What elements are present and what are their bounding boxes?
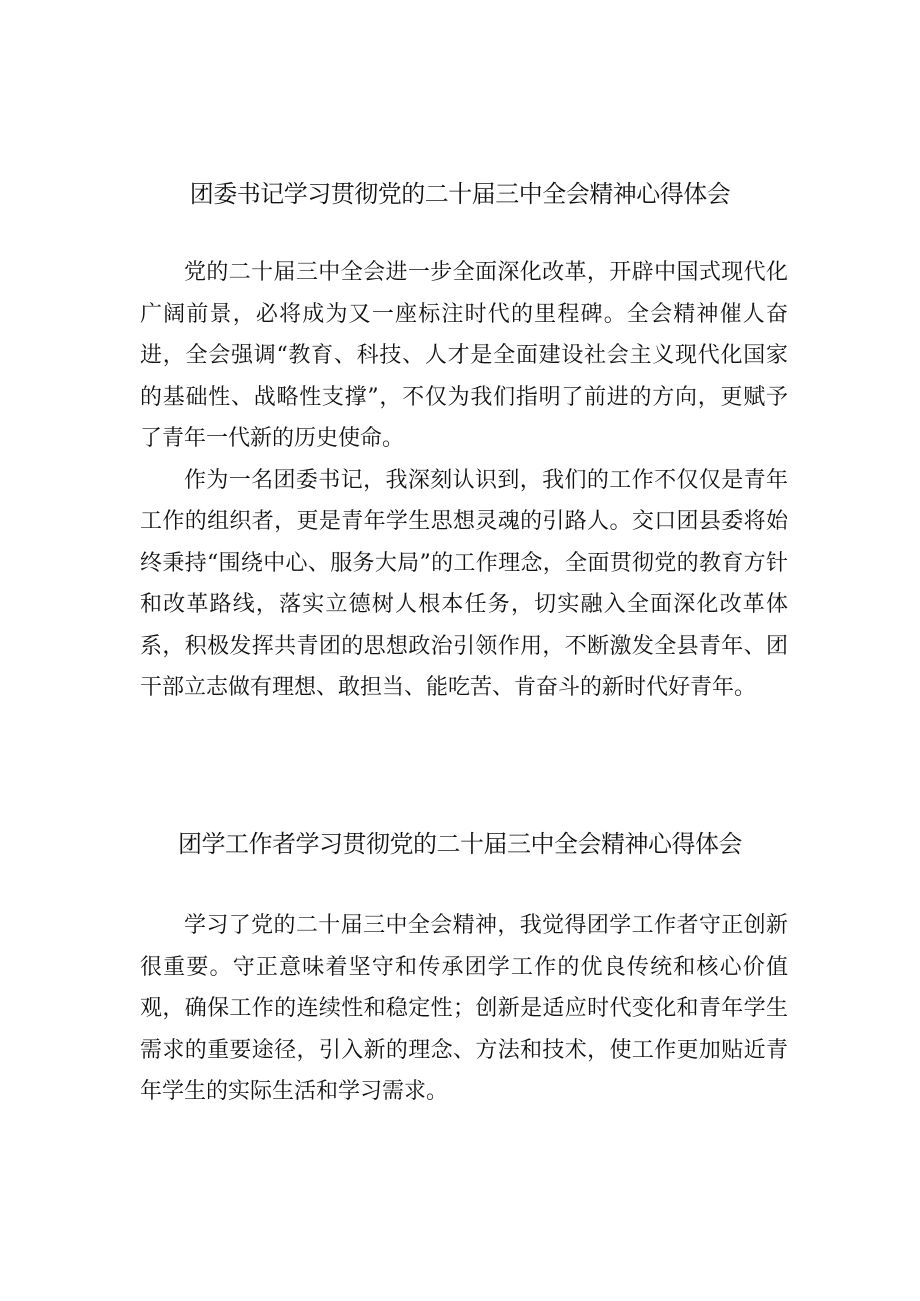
- section-2-body: [140, 905, 788, 1113]
- section-1-paragraph-2: 作为一名团委书记，我深刻认识到，我们的工作不仅仅是青年工作的组织者，更是青年学生思想灵魂的引路人。交口团县委将始终秉持“围绕中心、服务大局”的工作理念，全面贯彻党的教育方针和改革路线，落实立德树人根本任务，切实融入全面深化改革体系，积极发挥共青团的思想政治引领作用，不断激发全县青年、团干部立志做有理想、敢担当、能吃苦、肯奋斗的新时代好青年。: [140, 467, 788, 700]
- section-2-title: 团学工作者学习贯彻党的二十届三中全会精神心得体会: [178, 830, 742, 858]
- section-1-title: 团委书记学习贯彻党的二十届三中全会精神心得体会: [189, 180, 731, 208]
- section-1-paragraph-1: 党的二十届三中全会进一步全面深化改革，开辟中国式现代化广阔前景，必将成为又一座标注时代的里程碑。全会精神催人奋进，全会强调“教育、科技、人才是全面建设社会主义现代化国家的基础性、战略性支撑”，不仅为我们指明了前进的方向，更赋予了青年一代新的历史使命。: [140, 260, 788, 451]
- section-2-paragraph-1: 学习了党的二十届三中全会精神，我觉得团学工作者守正创新很重要。守正意味着坚守和传承团学工作的优良传统和核心价值观，确保工作的连续性和稳定性；创新是适应时代变化和青年学生需求的重要途径，引入新的理念、方法和技术，使工作更加贴近青年学生的实际生活和学习需求。: [140, 913, 788, 1104]
- section-1-body: [140, 252, 788, 709]
